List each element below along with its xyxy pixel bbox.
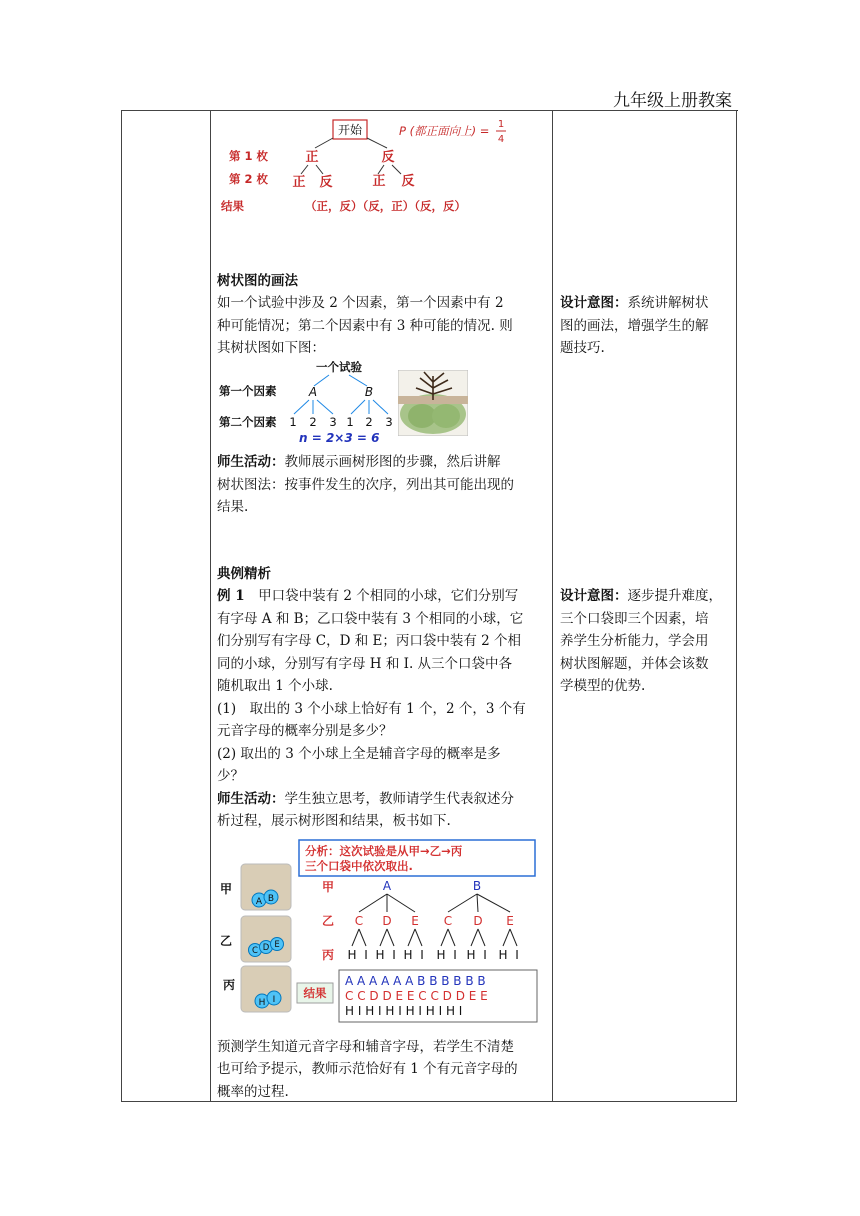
- branch: [294, 400, 309, 414]
- start-label: 开始: [337, 123, 363, 137]
- activity-label: 师生活动：: [217, 791, 285, 807]
- example-line: 有字母 A 和 B；乙口袋中装有 3 个相同的小球，它: [217, 611, 524, 627]
- tree-branch: [352, 929, 359, 946]
- tree-node-level2: E: [506, 914, 514, 928]
- ball-a-letter: A: [255, 897, 263, 907]
- tree-branch: [477, 894, 478, 912]
- activity-line: 析过程，展示树形图和结果，板书如下.: [217, 813, 451, 829]
- tree-node-level3: H: [466, 948, 476, 962]
- activity-line: [217, 788, 514, 811]
- example-line: 同的小球，分别写有字母 H 和 I. 从三个口袋中各: [217, 656, 513, 672]
- node-a: A: [308, 385, 318, 399]
- bag-jia: [241, 864, 291, 910]
- tails-label: 反: [401, 174, 415, 189]
- design-line: [560, 292, 709, 315]
- tree-level-yi: 乙: [322, 914, 335, 928]
- leaf: 1: [346, 415, 354, 429]
- result-row2: C C D D E E C C D D E E: [345, 989, 488, 1003]
- tree-branch: [510, 929, 517, 946]
- body-line: 其树状图如下图：: [217, 340, 325, 356]
- tree-branch: [477, 894, 510, 912]
- design-line: [560, 585, 722, 608]
- factor-tree-diagram: [217, 358, 397, 448]
- tree-branch: [380, 929, 387, 946]
- tree-branch: [471, 929, 478, 946]
- tree-branch: [359, 929, 366, 946]
- result-tag-label: 结果: [303, 986, 327, 1000]
- example-line: 们分别写有字母 C，D 和 E；丙口袋中装有 2 个相: [217, 633, 522, 649]
- branch: [367, 138, 387, 148]
- activity-line: [217, 451, 501, 474]
- note-line: 预测学生知道元音字母和辅音字母，若学生不清楚: [217, 1039, 514, 1055]
- tree-node-level3: H: [375, 948, 385, 962]
- design-text: 逐步提升难度，: [627, 588, 722, 604]
- column-divider-1: [210, 111, 211, 1101]
- tree-node-level3: H: [498, 948, 508, 962]
- design-line: 学模型的优势.: [560, 678, 646, 694]
- probability-label: P (都正面向上) =: [399, 124, 490, 138]
- tree-node-level3: H: [403, 948, 413, 962]
- tree-node-level3: I: [515, 948, 519, 962]
- tree-branch: [408, 929, 415, 946]
- result-row1: A A A A A A B B B B B B: [345, 974, 486, 988]
- tree-photo: [398, 370, 468, 436]
- ball-h-letter: H: [258, 998, 266, 1008]
- heads-label: 正: [372, 174, 386, 189]
- analysis-line1: 分析：这次试验是从甲→乙→丙: [305, 844, 463, 858]
- branch: [351, 400, 365, 414]
- bag-tree: [347, 879, 518, 962]
- activity-label: 师生活动：: [217, 454, 285, 470]
- frac-num: 1: [497, 119, 505, 130]
- tree-branch: [359, 894, 387, 912]
- tree-node-level2: C: [443, 914, 453, 928]
- branch: [373, 400, 388, 414]
- leaf: 1: [289, 415, 297, 429]
- design-label: 设计意图：: [560, 295, 628, 311]
- tree-node-level3: I: [392, 948, 396, 962]
- bag-yi-label: 乙: [220, 934, 233, 948]
- activity-line: 树状图法：按事件发生的次序，列出其可能出现的: [217, 477, 514, 493]
- section-title-examples: 典例精析: [217, 566, 271, 582]
- branch: [315, 138, 333, 148]
- design-line: 图的画法，增强学生的解: [560, 318, 709, 334]
- design-label: 设计意图：: [560, 588, 628, 604]
- activity-text: 学生独立思考，教师请学生代表叙述分: [284, 791, 514, 807]
- leaf: 3: [329, 415, 337, 429]
- bag-bing-label: 丙: [223, 978, 236, 992]
- section-title-tree-method: 树状图的画法: [217, 273, 298, 289]
- analysis-line2: 三个口袋中依次取出.: [305, 859, 413, 873]
- tree-node-level2: D: [473, 914, 483, 928]
- ball-e-letter: E: [274, 940, 280, 950]
- coin-tree-diagram: [215, 114, 545, 220]
- tree-node-level2: C: [354, 914, 364, 928]
- result-label: 结果: [221, 199, 244, 213]
- tree-branch: [478, 929, 485, 946]
- ball-b-letter: B: [267, 894, 275, 904]
- design-line: 养学生分析能力，学会用: [560, 633, 709, 649]
- leaf: 2: [365, 415, 373, 429]
- question-line: 少？: [217, 768, 244, 784]
- formula: n = 2×3 = 6: [299, 431, 380, 445]
- heads-label: 正: [305, 150, 319, 165]
- column-divider-2: [552, 111, 553, 1101]
- tree-node-level3: I: [453, 948, 457, 962]
- design-line: 树状图解题，并体会该数: [560, 656, 709, 672]
- tree-node-level3: I: [364, 948, 368, 962]
- result-row3: H I H I H I H I H I H I: [345, 1004, 463, 1018]
- tree-level-bing: 丙: [322, 948, 335, 962]
- tree-branch: [448, 929, 455, 946]
- branch: [317, 400, 333, 414]
- tree-branch: [415, 929, 422, 946]
- example-line: 随机取出 1 个小球.: [217, 678, 333, 694]
- branch: [392, 165, 401, 174]
- node-b: B: [364, 385, 374, 399]
- ball-i-letter: I: [272, 995, 276, 1005]
- tree-node-level3: I: [420, 948, 424, 962]
- ball-d-letter: D: [262, 943, 270, 953]
- note-line: 概率的过程.: [217, 1084, 289, 1100]
- tree-level-jia: 甲: [322, 880, 335, 894]
- tree-node-level3: I: [483, 948, 487, 962]
- bag-jia-label: 甲: [220, 882, 233, 896]
- tree-node-level1: B: [472, 879, 482, 893]
- tails-label: 反: [319, 175, 333, 190]
- tree-node-level3: H: [436, 948, 446, 962]
- bag-tree-figure: [215, 838, 545, 1028]
- frac-den: 4: [497, 134, 505, 145]
- example-label: 例 1: [217, 588, 245, 604]
- question-line: (1) 取出的 3 个小球上恰好有 1 个，2 个，3 个有: [217, 701, 526, 717]
- factor2-label: 第二个因素: [219, 415, 277, 429]
- design-line: 题技巧.: [560, 340, 605, 356]
- branch: [316, 165, 323, 174]
- tree-branch: [503, 929, 510, 946]
- row2-label: 第 2 枚: [229, 172, 269, 186]
- tree-branch: [387, 894, 415, 912]
- leaf: 2: [309, 415, 317, 429]
- example-line: [217, 585, 518, 608]
- row1-label: 第 1 枚: [229, 149, 269, 163]
- example-text: 甲口袋中装有 2 个相同的小球，它们分别写: [258, 588, 519, 604]
- design-text: 系统讲解树状: [627, 295, 709, 311]
- page-header-title: 九年级上册教案: [613, 91, 732, 111]
- activity-text: 教师展示画树形图的步骤，然后讲解: [284, 454, 501, 470]
- leaf: 3: [385, 415, 393, 429]
- tree-node-level2: D: [382, 914, 392, 928]
- factor1-label: 第一个因素: [219, 384, 277, 398]
- tree-node-level3: H: [347, 948, 357, 962]
- ball-c-letter: C: [252, 946, 258, 956]
- body-line: 如一个试验中涉及 2 个因素，第一个因素中有 2: [217, 295, 504, 311]
- activity-line: 结果.: [217, 499, 249, 515]
- tree-branch: [441, 929, 448, 946]
- tails-label: 反: [381, 150, 395, 165]
- tree-branch: [387, 929, 394, 946]
- bag-yi: [241, 916, 291, 962]
- coin-results: （正，反）（反，正）（反，反）: [305, 199, 466, 213]
- note-line: 也可给予提示，教师示范恰好有 1 个有元音字母的: [217, 1061, 518, 1077]
- branch: [301, 165, 308, 174]
- design-line: 三个口袋即三个因素，培: [560, 611, 709, 627]
- question-line: (2) 取出的 3 个小球上全是辅音字母的概率是多: [217, 746, 501, 762]
- question-line: 元音字母的概率分别是多少？: [217, 723, 393, 739]
- tree-top-label: 一个试验: [316, 360, 362, 374]
- tree-branch: [448, 894, 477, 912]
- tree-node-level2: E: [411, 914, 419, 928]
- heads-label: 正: [292, 175, 306, 190]
- branch: [378, 165, 384, 174]
- body-line: 种可能情况；第二个因素中有 3 种可能的情况. 则: [217, 318, 513, 334]
- tree-node-level1: A: [382, 879, 392, 893]
